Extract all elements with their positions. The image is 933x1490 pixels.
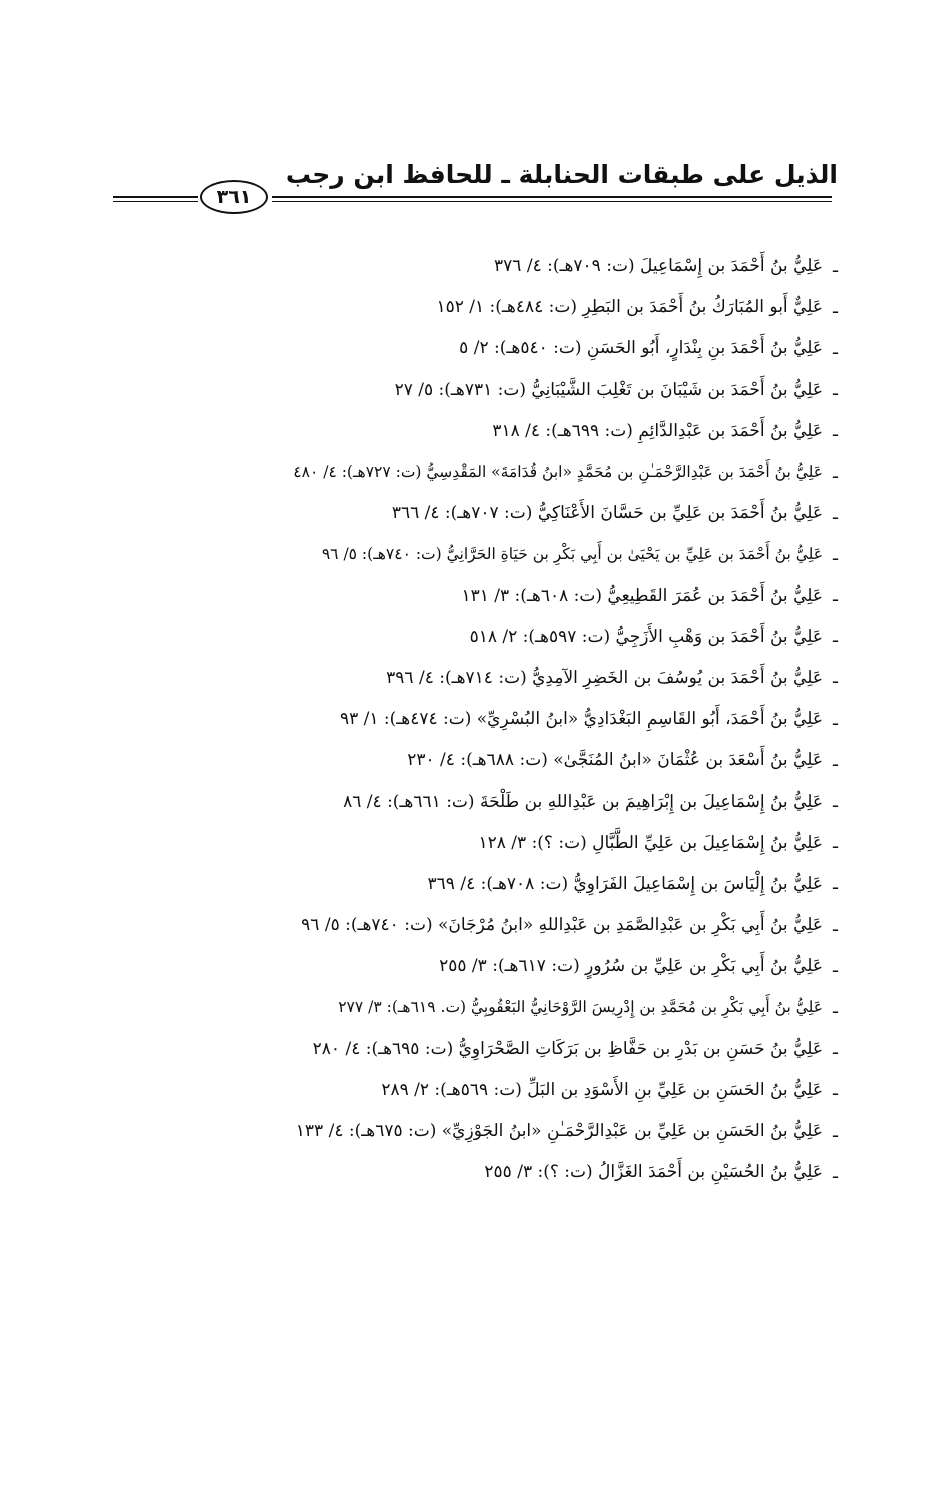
entry-bullet-dash: ـ (833, 915, 838, 936)
entry-bullet-dash: ـ (833, 297, 838, 318)
entry-text: عَلِيُّ بنُ الحَسَنِ بن عَلِيِّ بنِ الأَسْوَدِ بن البَلِّ (ت: ٥٦٩هـ): ٢/ ٢٨٩ (381, 1079, 824, 1100)
index-entry (118, 1029, 838, 1070)
entry-text: عَلِيُّ بنُ أَحْمَدَ بن إِسْمَاعِيلَ (ت: ٧٠٩هـ): ٤/ ٣٧٦ (494, 256, 824, 277)
entry-text: عَلِيُّ بنُ أَحْمَدَ بن عَبْدِالرَّحْمَـٰنِ بن مُحَمَّدٍ «ابنُ قُدَامَةَ» المَقْدِسِيُّ (ت: ٧٢٧هـ): ٤/ ٤٨٠ (293, 462, 824, 481)
index-entry (118, 905, 838, 946)
index-entry (118, 246, 838, 287)
index-entry (118, 658, 838, 699)
entry-text: عَلِيُّ بنُ أَحْمَدَ، أَبُو القَاسِمِ البَغْدَادِيُّ «ابنُ البُسْرِيِّ» (ت: ٤٧٤هـ): ١/ ٩٣ (339, 709, 824, 730)
entry-text: عَلِيُّ بنُ حَسَنِ بن بَدْرِ بن حَفَّاظِ بن بَرَكَاتِ الصَّحْرَاوِيُّ (ت: ٦٩٥هـ): ٤/ ٢٨٠ (312, 1038, 824, 1059)
index-entry (118, 617, 838, 658)
entry-text: عَلِيُّ بنُ إِسْمَاعِيلَ بن عَلِيِّ الطَّبَّالِ (ت: ؟): ٣/ ١٢٨ (478, 832, 824, 853)
index-entry (118, 534, 838, 575)
entry-text: عَلِيُّ بنُ أَحْمَدَ بن عُمَرَ القَطِيعِيُّ (ت: ٦٠٨هـ): ٣/ ١٣١ (461, 585, 824, 606)
index-entry (118, 946, 838, 987)
entry-bullet-dash: ـ (833, 709, 838, 730)
entry-text: عَلِيُّ بنُ أَبِي بَكْرِ بن مُحَمَّدِ بن إِدْرِيسَ الرَّوْحَانِيُّ البَعْقُوبِيُّ (ت. ٦١٩هـ): ٣/ ٢٧٧ (338, 998, 824, 1017)
entry-bullet-dash: ـ (833, 256, 838, 277)
index-entry (118, 781, 838, 822)
entry-text: عَلِيُّ بنُ أَحْمَدَ بن شَيْبَانَ بن تَغْلِبَ الشَّيْبَانِيُّ (ت: ٧٣١هـ): ٥/ ٢٧ (394, 379, 824, 400)
entry-bullet-dash: ـ (833, 380, 838, 401)
index-entry (118, 287, 838, 328)
entry-bullet-dash: ـ (833, 668, 838, 689)
header-rule-left (113, 196, 198, 202)
index-entry (118, 1152, 838, 1193)
entry-text: عَلِيُّ بنُ إِلْيَاسَ بن إِسْمَاعِيلَ الفَرَاوِيُّ (ت: ٧٠٨هـ): ٤/ ٣٦٩ (427, 873, 824, 894)
entry-bullet-dash: ـ (833, 956, 838, 977)
entry-text: عَلِيُّ بنُ أَحْمَدَ بن عَلِيِّ بن حَسَّانَ الأَعْنَاكِيُّ (ت: ٧٠٧هـ): ٤/ ٣٦٦ (391, 503, 824, 524)
entry-text: عَلِيٌّ أَبو المُبَارَكُ بنُ أَحْمَدَ بن البَطِرِ (ت: ٤٨٤هـ): ١/ ١٥٢ (436, 297, 824, 318)
index-entry (118, 493, 838, 534)
entry-text: عَلِيُّ بنُ أَحْمَدَ بن وَهْبِ الأَزَجِيُّ (ت: ٥٩٧هـ): ٢/ ٥١٨ (469, 626, 824, 647)
entry-text: عَلِيُّ بنُ أَحْمَدَ بنِ بِنْدَارٍ، أَبُو الحَسَنِ (ت: ٥٤٠هـ): ٢/ ٥ (459, 338, 824, 359)
entry-text: عَلِيُّ بنُ أَحْمَدَ بن يُوسُفَ بن الخَضِرِ الآمِدِيُّ (ت: ٧١٤هـ): ٤/ ٣٩٦ (386, 667, 824, 688)
entry-bullet-dash: ـ (833, 462, 838, 483)
index-entry (118, 823, 838, 864)
entry-text: عَلِيُّ بنُ أَبِي بَكْرِ بن عَلِيِّ بن سُرُورٍ (ت: ٦١٧هـ): ٣/ ٢٥٥ (439, 956, 824, 977)
index-entry (118, 576, 838, 617)
index-entry (118, 411, 838, 452)
entry-text: عَلِيُّ بنُ الحُسَيْنِ بن أَحْمَدَ الغَزَّالُ (ت: ؟): ٣/ ٢٥٥ (484, 1162, 824, 1183)
entry-bullet-dash: ـ (833, 544, 838, 565)
running-header-title: الذيل على طبقات الحنابلة ـ للحافظ ابن رجب (285, 160, 838, 189)
index-entry (118, 370, 838, 411)
index-entry (118, 699, 838, 740)
entry-bullet-dash: ـ (833, 586, 838, 607)
index-entry (118, 1070, 838, 1111)
entry-bullet-dash: ـ (833, 1039, 838, 1060)
entry-text: عَلِيُّ بنُ أَسْعَدَ بن عُثْمَانَ «ابنُ المُنَجَّىٰ» (ت: ٦٨٨هـ): ٤/ ٢٣٠ (407, 750, 824, 771)
index-entry (118, 740, 838, 781)
entry-bullet-dash: ـ (833, 421, 838, 442)
index-entry (118, 328, 838, 369)
entry-bullet-dash: ـ (833, 833, 838, 854)
entry-bullet-dash: ـ (833, 1162, 838, 1183)
entry-text: عَلِيُّ بنُ إِسْمَاعِيلَ بن إِبْرَاهِيمَ بن عَبْدِاللهِ بن طَلْحَةَ (ت: ٦٦١هـ): ٤/ ٨٦ (343, 791, 824, 812)
entry-bullet-dash: ـ (833, 1121, 838, 1142)
entry-bullet-dash: ـ (833, 792, 838, 813)
header-rule-right (272, 196, 832, 202)
entry-bullet-dash: ـ (833, 874, 838, 895)
page-number: ٣٦١ (200, 180, 268, 214)
index-entry (118, 864, 838, 905)
entry-bullet-dash: ـ (833, 1080, 838, 1101)
entry-text: عَلِيُّ بنُ أَحْمَدَ بن عَبْدِالدَّائِمِ (ت: ٦٩٩هـ): ٤/ ٣١٨ (492, 420, 824, 441)
index-entries-list (118, 246, 838, 1193)
entry-bullet-dash: ـ (833, 503, 838, 524)
entry-bullet-dash: ـ (833, 338, 838, 359)
entry-bullet-dash: ـ (833, 627, 838, 648)
entry-bullet-dash: ـ (833, 750, 838, 771)
entry-text: عَلِيُّ بنُ الحَسَنِ بن عَلِيِّ بن عَبْدِالرَّحْمَـٰنِ «ابنُ الجَوْزِيِّ» (ت: ٦٧٥هـ): ٤/ ١٣٣ (295, 1121, 824, 1142)
index-entry (118, 1111, 838, 1152)
index-entry (118, 452, 838, 493)
index-entry (118, 987, 838, 1028)
entry-bullet-dash: ـ (833, 997, 838, 1018)
entry-text: عَلِيُّ بنُ أَحْمَدَ بن عَلِيِّ بن يَحْيَىٰ بن أَبِي بَكْرِ بن حَيَاةِ الحَرَّانِيُّ (ت: ٧٤٠هـ): ٥/ ٩٦ (321, 545, 824, 564)
entry-text: عَلِيُّ بنُ أَبِي بَكْرِ بن عَبْدِالصَّمَدِ بن عَبْدِاللهِ «ابنُ مُرْجَانَ» (ت: ٧٤٠هـ): ٥/ ٩٦ (301, 915, 824, 936)
